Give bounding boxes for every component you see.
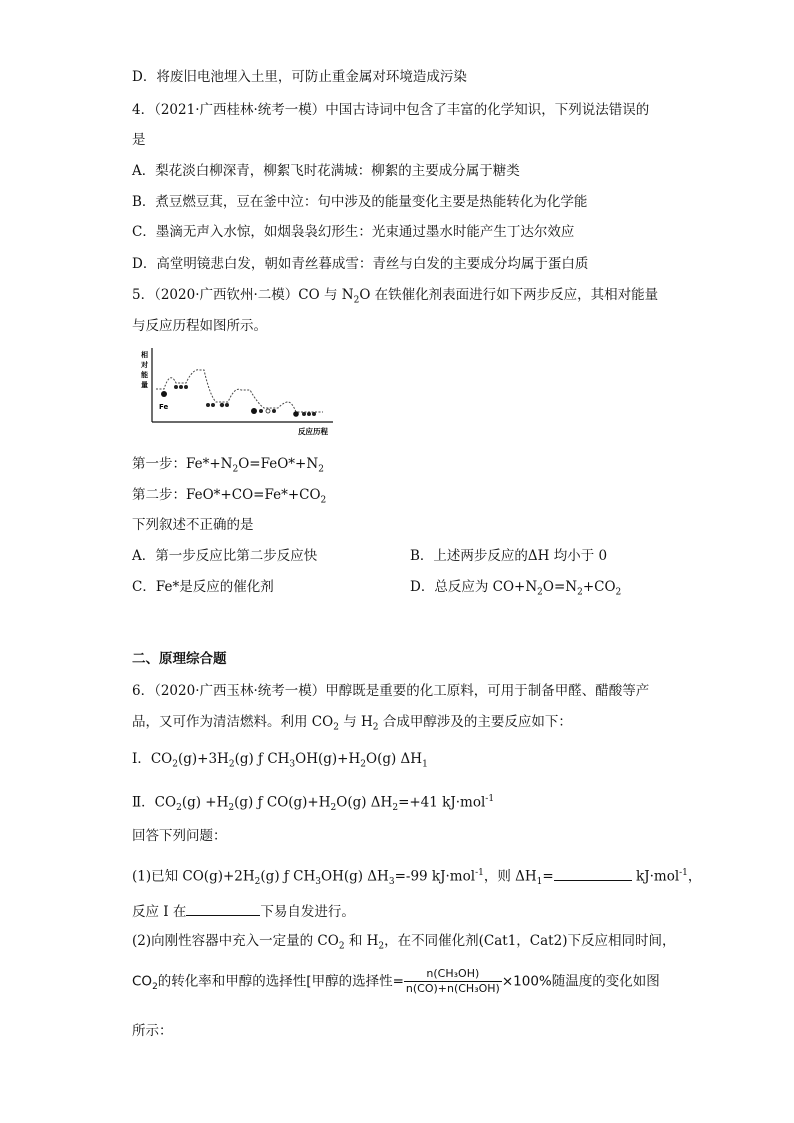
q5-option-d: D．总反应为 $CO+N_2O=N_2+CO_2$ [410, 579, 622, 598]
q6-answer-prompt: 回答下列问题： [132, 828, 227, 844]
figure-ylabel-2: 对 [141, 361, 148, 369]
fraction-denominator: n(CO)+n(CH₃OH) [405, 982, 500, 995]
q4-option-d: D．高堂明镜悲白发，朝如青丝暮成雪：青丝与白发的主要成分均属于蛋白质 [132, 256, 589, 272]
figure-ylabel-1: 相 [141, 351, 148, 359]
fraction-numerator: n(CH₃OH) [404, 967, 502, 982]
q4-option-a: A．梨花淡白柳深青，柳絮飞时花满城：柳絮的主要成分属于糖类 [132, 163, 520, 179]
figure-species-2b [211, 403, 215, 407]
figure-species-1b [179, 385, 183, 389]
figure-xlabel: 反应历程 [298, 427, 328, 436]
figure-fe-label: Fe [159, 403, 169, 411]
figure-species-2a [206, 403, 210, 407]
section-2-title: 二、原理综合题 [132, 651, 227, 667]
answer-blank-dh1[interactable] [554, 866, 632, 881]
q5-step2: 第二步：$FeO*+CO=Fe*+CO_2$ [132, 487, 327, 506]
q5-step1: 第一步：$Fe*+N_2O=FeO*+N_2$ [132, 456, 324, 475]
q4-option-b: B．煮豆燃豆萁，豆在釜中泣：句中涉及的能量变化主要是热能转化为化学能 [132, 194, 588, 210]
figure-species-3c [266, 409, 270, 413]
figure-ylabel-3: 能 [141, 371, 148, 379]
figure-species-3b [259, 409, 263, 413]
q6-part2-line2: $CO_2$的转化率和甲醇的选择性[甲醇的选择性= $\frac{\text{n(CH₃OH)}}{\text{n(CO)+n(CH₃OH)}}$ ×100%随温度的变化如图 [132, 967, 660, 995]
q4-stem-line2: 是 [132, 132, 146, 148]
q4-option-c: C．墨滴无声入水惊，如烟袅袅幻形生：光束通过墨水时能产生丁达尔效应 [132, 224, 575, 240]
q6-part2-line3: 所示： [132, 1023, 173, 1039]
q3-option-d: D．将废旧电池埋入土里，可防止重金属对环境造成污染 [132, 69, 467, 85]
q6-part1-line2: 反应 I 在 下易自发进行。 [132, 901, 355, 921]
q6-stem-line1: 6．（2020·广西玉林·统考一模）甲醇既是重要的化工原料，可用于制备甲醛、醋酸等产 [132, 683, 650, 699]
figure-species-4a [293, 411, 299, 417]
q6-part2-line1: (2)向刚性容器中充入一定量的 $CO_2$ 和 $H_2$，在不同催化剂(Cat1，Cat2)下反应相同时间， [132, 933, 676, 952]
q5-option-c: C．Fe*是反应的催化剂 [132, 579, 274, 595]
figure-ylabel-4: 量 [141, 381, 148, 389]
figure-species-1a [174, 385, 178, 389]
figure-species-3d [272, 409, 276, 413]
figure-species-4d [312, 412, 316, 416]
q5-option-a: A．第一步反应比第二步反应快 [132, 548, 318, 564]
figure-species-4b [302, 412, 306, 416]
figure-fe-atom [161, 391, 167, 397]
answer-blank-condition[interactable] [186, 901, 260, 916]
q6-reaction-2: Ⅱ．$CO_2(g) +H_2(g)$ ƒ $CO(g)+H_2O(g)$ $\Delta H_2=+41$ kJ·mol$^{-1}$ [132, 794, 495, 814]
q4-stem-line1: 4．（2021·广西桂林·统考一模）中国古诗词中包含了丰富的化学知识，下列说法错误的 [132, 102, 650, 118]
q5-stem-line2: 与反应历程如图所示。 [132, 318, 267, 334]
q5-stem-line1: 5．（2020·广西钦州·二模）CO 与 $N_2O$ 在铁催化剂表面进行如下两步反应，其相对能量 [132, 287, 659, 306]
figure-species-2c [220, 403, 224, 407]
q6-part1-line1: (1)已知 $CO(g)+2H_2(g)$ ƒ $CH_3OH(g)$ $\Delta H_3=-99$ kJ·mol$^{-1}$，则 $\Delta H_1= kJ\cdot mol^{-1}$， [132, 864, 701, 891]
figure-energy-curve [156, 370, 323, 412]
energy-profile-figure [138, 346, 338, 438]
figure-species-2d [225, 403, 229, 407]
q5-option-b: B．上述两步反应的ΔH 均小于 0 [410, 548, 608, 564]
figure-species-3a [251, 408, 257, 414]
selectivity-fraction [404, 967, 502, 996]
figure-species-1c [184, 385, 188, 389]
q6-stem-line2: 品，又可作为清洁燃料。利用 $CO_2$ 与 $H_2$ 合成甲醇涉及的主要反应如下： [132, 714, 572, 733]
q5-prompt: 下列叙述不正确的是 [132, 517, 254, 533]
figure-species-4c [307, 412, 311, 416]
q6-reaction-1: Ⅰ．$CO_2(g)+3H_2(g)$ ƒ $CH_3OH(g)+H_2O(g)$ $\Delta H_1$ [132, 751, 428, 770]
